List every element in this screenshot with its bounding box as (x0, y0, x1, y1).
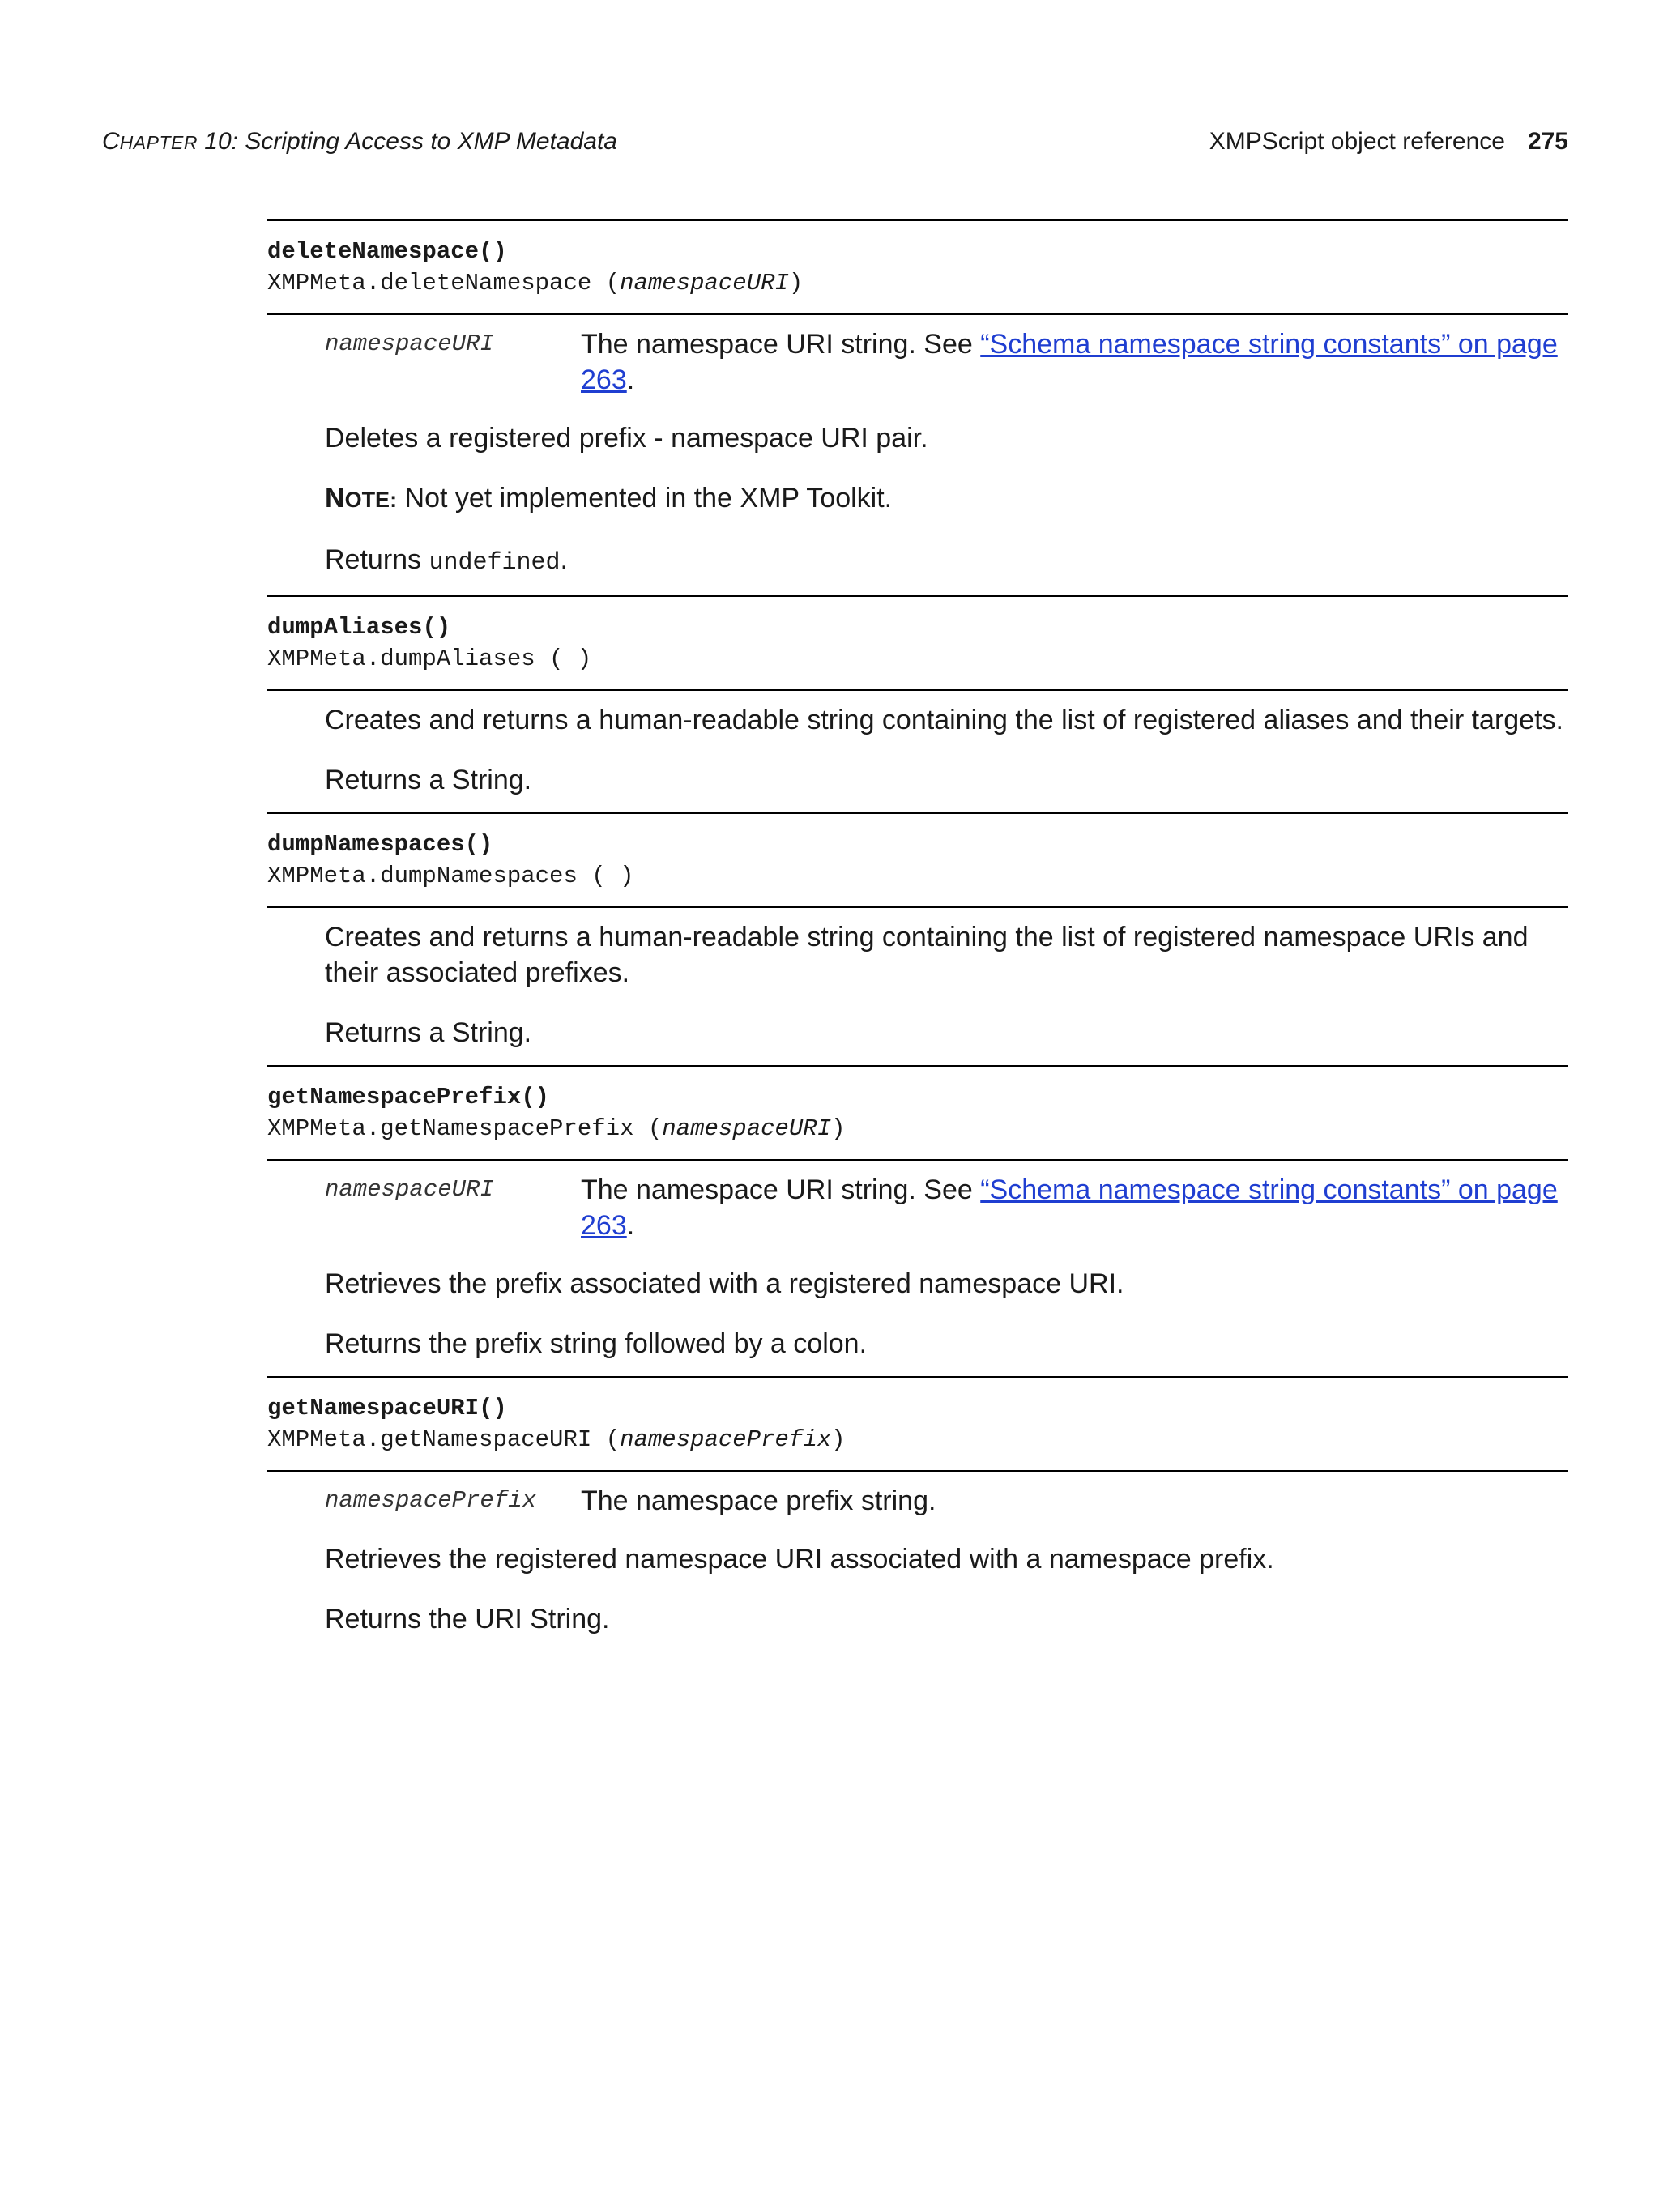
returns: Returns undefined. (325, 544, 568, 577)
schema-constants-link[interactable]: “Schema namespace string constants” on page 263 (581, 329, 1558, 395)
description: Creates and returns a human-readable string containing the list of registered aliases and their targets. (325, 705, 1563, 735)
method-signature (267, 1376, 1568, 1472)
page-header (102, 128, 1568, 164)
method-name: getNamespacePrefix() (267, 1084, 550, 1110)
method-getNamespacePrefix (267, 1065, 1568, 1376)
returns: Returns a String. (325, 1017, 532, 1048)
schema-constants-link[interactable]: “Schema namespace string constants” on page 263 (581, 1174, 1558, 1241)
parameter-name: namespacePrefix (325, 1487, 537, 1514)
method-signature (267, 812, 1568, 908)
method-body (267, 315, 1568, 595)
description: Retrieves the registered namespace URI associated with a namespace prefix. (325, 1544, 1274, 1575)
method-body (267, 908, 1568, 1065)
method-syntax: XMPMeta.deleteNamespace (namespaceURI) (267, 270, 804, 296)
method-getNamespaceURI (267, 1376, 1568, 1652)
parameter-description: The namespace URI string. See “Schema namespace string constants” on page 263. (581, 1174, 1558, 1241)
parameter-description: The namespace prefix string. (581, 1485, 936, 1516)
parameter-row (325, 1172, 1568, 1243)
method-body (267, 1472, 1568, 1652)
method-signature (267, 219, 1568, 315)
returns: Returns a String. (325, 765, 532, 795)
method-deleteNamespace (267, 219, 1568, 595)
method-list (267, 219, 1568, 1652)
parameter-name: namespaceURI (325, 1176, 494, 1203)
method-syntax: XMPMeta.getNamespacePrefix (namespaceURI) (267, 1115, 846, 1142)
parameter-name: namespaceURI (325, 330, 494, 357)
parameter-row (325, 326, 1568, 398)
chapter-title: CHAPTER 10: Scripting Access to XMP Metadata (102, 128, 617, 155)
parameter-description: The namespace URI string. See “Schema namespace string constants” on page 263. (581, 329, 1558, 395)
method-syntax: XMPMeta.dumpNamespaces ( ) (267, 863, 634, 889)
method-name: dumpAliases() (267, 614, 451, 641)
description: Retrieves the prefix associated with a registered namespace URI. (325, 1268, 1124, 1299)
method-dumpNamespaces (267, 812, 1568, 1065)
parameter-row (325, 1483, 1568, 1519)
method-syntax: XMPMeta.getNamespaceURI (namespacePrefix) (267, 1426, 846, 1453)
method-name: getNamespaceURI() (267, 1395, 507, 1421)
header-right (1209, 128, 1568, 156)
description: Deletes a registered prefix - namespace URI pair. (325, 423, 928, 454)
returns: Returns the URI String. (325, 1604, 610, 1634)
method-body (267, 691, 1568, 812)
note: NOTE: Not yet implemented in the XMP Toolkit. (325, 483, 893, 514)
method-name: dumpNamespaces() (267, 831, 493, 858)
method-dumpAliases (267, 595, 1568, 812)
method-signature (267, 595, 1568, 691)
section-title: XMPScript object reference (1209, 128, 1505, 155)
method-signature (267, 1065, 1568, 1161)
returns: Returns the prefix string followed by a colon. (325, 1328, 868, 1359)
method-name: deleteNamespace() (267, 238, 507, 265)
description: Creates and returns a human-readable string containing the list of registered namespace URIs and their associated prefixes. (325, 922, 1529, 988)
page-number: 275 (1527, 128, 1568, 155)
method-syntax: XMPMeta.dumpAliases ( ) (267, 646, 592, 672)
method-body (267, 1161, 1568, 1376)
